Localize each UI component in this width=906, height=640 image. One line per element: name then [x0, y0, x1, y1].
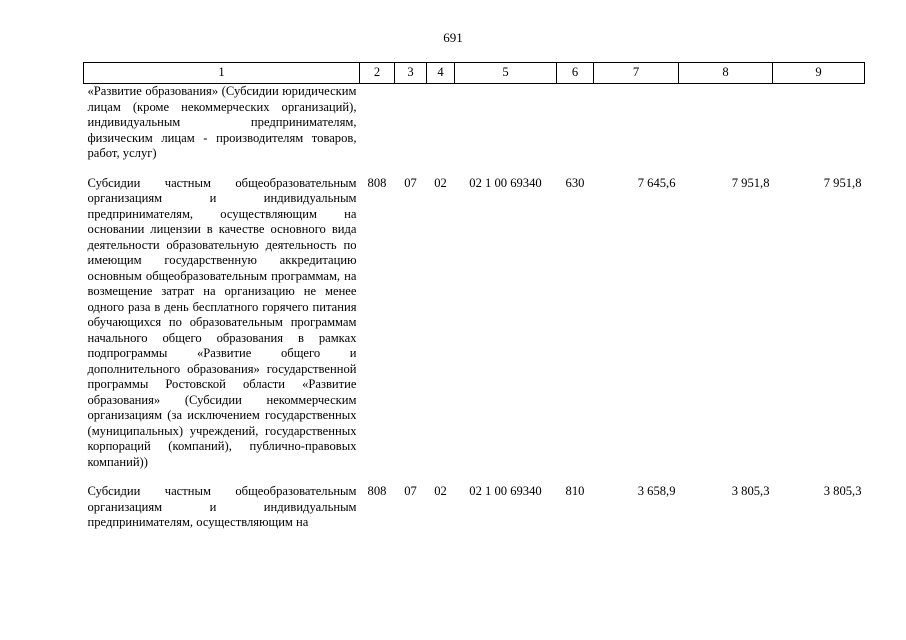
expense-type-cell: 630 [565, 175, 585, 190]
amount-cell: 3 805,3 [731, 484, 770, 498]
subsection-cell: 02 [434, 484, 447, 498]
table-row [84, 84, 865, 162]
amount-cell: 3 658,9 [637, 484, 676, 498]
amount-cell [594, 84, 679, 162]
column-header: 3 [395, 63, 427, 84]
row-description: Субсидии частным общеобразовательным организациям и индивидуальным предпринимателям, осуществляющим на основании лицензии в качестве основного вида деятельности образовательную деятельность по имеющим государственную аккредитацию основным общеобразовательным программам, на возмещение затрат на организацию не менее одного раза в день бесплатного горячего питания обучающихся по образовательным программам начального общего образования в рамках подпрограммы «Развитие общего и дополнительного образования» государственной программы Ростовской области «Развитие образования» (Субсидии некоммерческим организациям (за исключением государственных (муниципальных) учреждений, государственных корпораций (компаний), публично-правовых компаний)) [87, 175, 357, 469]
admin-code-cell [360, 84, 395, 162]
admin-code-cell: 808 [367, 175, 387, 190]
section-cell [395, 84, 427, 162]
amount-cell: 7 951,8 [731, 175, 770, 190]
page-number: 691 [443, 30, 463, 45]
amount-cell: 7 951,8 [823, 175, 862, 190]
table-row [84, 162, 865, 471]
table-row [84, 470, 865, 531]
column-number-header-row [84, 63, 865, 84]
target-item-cell: 02 1 00 69340 [469, 484, 542, 498]
column-header: 4 [427, 63, 455, 84]
budget-table [83, 62, 865, 531]
column-header: 2 [360, 63, 395, 84]
amount-cell [679, 84, 773, 162]
column-header: 9 [773, 63, 865, 84]
amount-cell: 3 805,3 [823, 484, 862, 498]
column-header: 5 [455, 63, 557, 84]
row-description: «Развитие образования» (Субсидии юридическим лицам (кроме некоммерческих организаций), индивидуальным предпринимателям, физическим лицам - производителям товаров, работ, услуг) [87, 84, 357, 160]
column-header: 8 [679, 63, 773, 84]
admin-code-cell: 808 [367, 484, 387, 498]
column-header: 1 [84, 63, 360, 84]
column-header: 7 [594, 63, 679, 84]
subsection-cell: 02 [434, 175, 447, 190]
target-item-cell: 02 1 00 69340 [469, 175, 542, 190]
expense-type-cell: 810 [565, 484, 585, 498]
section-cell: 07 [404, 175, 417, 190]
subsection-cell [427, 84, 455, 162]
column-header: 6 [557, 63, 594, 84]
section-cell: 07 [404, 484, 417, 498]
amount-cell: 7 645,6 [637, 175, 676, 190]
amount-cell [773, 84, 865, 162]
expense-type-cell [557, 84, 594, 162]
target-item-cell [455, 84, 557, 162]
row-description: Субсидии частным общеобразовательным организациям и индивидуальным предпринимателям, осуществляющим на [87, 484, 357, 529]
